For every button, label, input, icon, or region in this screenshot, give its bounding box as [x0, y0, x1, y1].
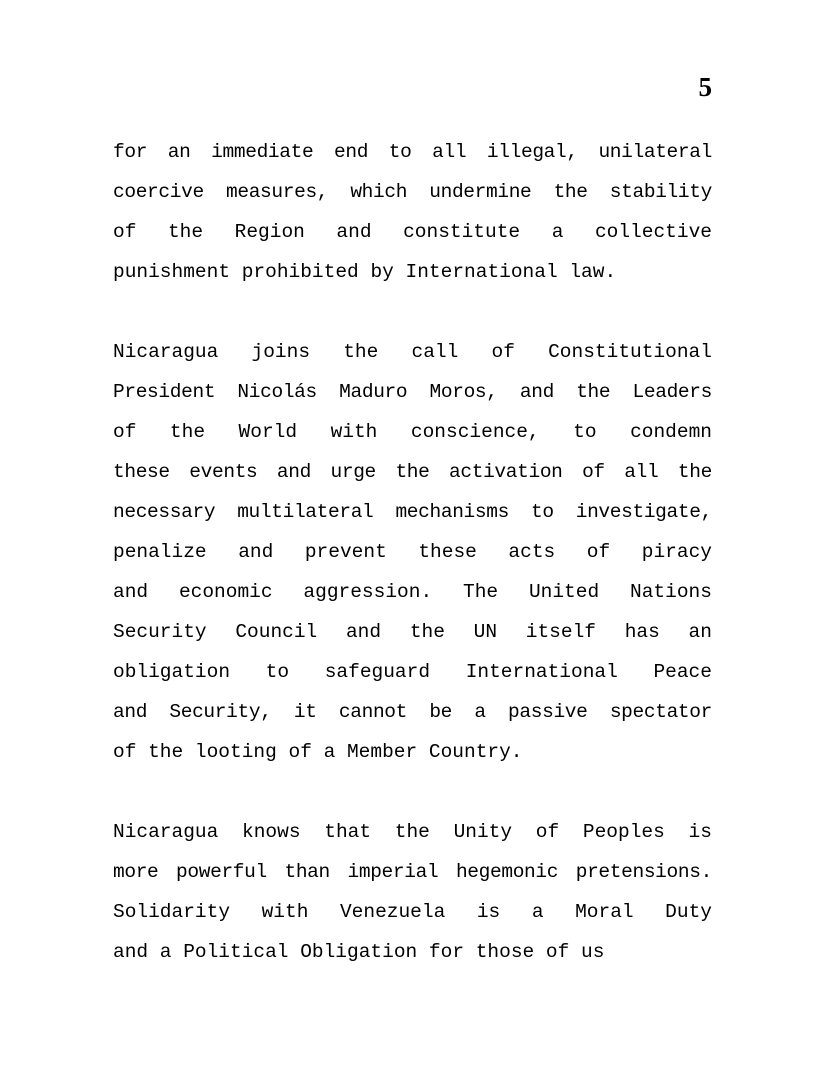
word: a: [323, 741, 336, 763]
word: and: [345, 621, 382, 643]
word: Council: [235, 621, 318, 643]
word: the: [409, 621, 445, 643]
word: immediate: [211, 141, 314, 163]
word: obligation: [113, 661, 231, 683]
text-line: [113, 372, 712, 412]
word: for: [428, 941, 465, 963]
word: measures,: [225, 181, 329, 203]
word: penalize: [113, 541, 207, 563]
word: World: [238, 421, 298, 443]
word: than: [284, 861, 330, 883]
word: all: [432, 141, 467, 163]
word: the: [553, 181, 588, 203]
word: Constitutional: [548, 341, 712, 363]
word: Peace: [653, 661, 712, 683]
paragraph: [113, 332, 712, 772]
word: coercive: [113, 181, 204, 203]
word: for: [113, 141, 148, 163]
word: end: [334, 141, 369, 163]
word: all: [624, 461, 659, 483]
word: Unity: [453, 821, 513, 843]
word: the: [148, 741, 184, 763]
word: which: [350, 181, 408, 203]
word: has: [624, 621, 660, 643]
word: acts: [508, 541, 556, 563]
word: unilateral: [598, 141, 712, 163]
text-line: [113, 452, 712, 492]
word: The: [463, 581, 499, 603]
word: of: [535, 821, 560, 843]
word: of: [491, 341, 515, 363]
word: Political: [183, 941, 289, 963]
word: Nicaragua: [113, 821, 219, 843]
word: prevent: [304, 541, 387, 563]
word: Region: [234, 221, 305, 243]
word: with: [330, 421, 378, 443]
text-line: [113, 252, 712, 292]
word: those: [475, 941, 535, 963]
word: is: [688, 821, 712, 843]
word: more: [113, 861, 159, 883]
word: the: [395, 461, 430, 483]
page-number: 5: [698, 72, 712, 102]
word: a: [474, 701, 486, 723]
word: Leaders: [632, 381, 712, 403]
text-line: [113, 932, 712, 972]
word: urge: [330, 461, 376, 483]
word: Security: [113, 621, 207, 643]
word: prohibited: [241, 261, 359, 283]
word: to: [530, 501, 554, 523]
word: necessary: [113, 501, 216, 523]
word: looting: [194, 741, 277, 763]
word: aggression.: [303, 581, 433, 603]
text-line: [113, 572, 712, 612]
word: cannot: [338, 701, 408, 723]
word: law.: [569, 261, 617, 283]
word: investigate,: [575, 501, 712, 523]
word: of: [113, 741, 137, 763]
word: Moros,: [429, 381, 498, 403]
word: to: [265, 661, 290, 683]
word: Nations: [630, 581, 712, 603]
word: the: [343, 341, 379, 363]
word: and: [238, 541, 274, 563]
word: Member: [346, 741, 418, 763]
word: a: [551, 221, 564, 243]
word: economic: [178, 581, 273, 603]
paragraph: [113, 812, 712, 972]
word: joins: [251, 341, 311, 363]
word: President: [113, 381, 216, 403]
word: piracy: [641, 541, 712, 563]
word: and: [336, 221, 372, 243]
text-line: [113, 812, 712, 852]
text-line: [113, 132, 712, 172]
word: that: [324, 821, 372, 843]
word: spectator: [609, 701, 712, 723]
word: Peoples: [582, 821, 665, 843]
word: constitute: [403, 221, 521, 243]
word: a: [159, 941, 172, 963]
word: safeguard: [324, 661, 431, 683]
word: knows: [242, 821, 301, 843]
word: of: [113, 221, 137, 243]
word: these: [113, 461, 170, 483]
word: the: [167, 221, 204, 243]
text-line: [113, 332, 712, 372]
word: itself: [525, 621, 596, 643]
document-body: [113, 132, 712, 972]
word: of: [288, 741, 312, 763]
word: it: [293, 701, 317, 723]
word: punishment: [113, 261, 231, 283]
word: Security,: [169, 701, 272, 723]
word: and: [276, 461, 311, 483]
word: multilateral: [237, 501, 374, 523]
word: and: [113, 581, 149, 603]
word: Venezuela: [339, 901, 446, 923]
word: and: [113, 941, 149, 963]
word: call: [411, 341, 459, 363]
word: passive: [508, 701, 588, 723]
word: United: [528, 581, 600, 603]
word: Country.: [428, 741, 523, 763]
text-line: [113, 852, 712, 892]
word: Obligation: [300, 941, 418, 963]
word: us: [581, 941, 605, 963]
word: to: [388, 141, 412, 163]
word: of: [582, 461, 605, 483]
text-line: [113, 612, 712, 652]
word: illegal,: [486, 141, 578, 163]
word: Moral: [575, 901, 634, 923]
word: hegemonic: [455, 861, 559, 883]
word: undermine: [429, 181, 532, 203]
word: to: [573, 421, 597, 443]
word: events: [189, 461, 258, 483]
text-line: [113, 732, 712, 772]
text-line: [113, 492, 712, 532]
word: and: [113, 701, 148, 723]
word: conscience,: [410, 421, 540, 443]
word: these: [418, 541, 477, 563]
word: condemn: [630, 421, 712, 443]
word: powerful: [176, 861, 267, 883]
word: an: [167, 141, 191, 163]
word: be: [429, 701, 453, 723]
text-line: [113, 532, 712, 572]
text-line: [113, 412, 712, 452]
word: the: [576, 381, 611, 403]
word: collective: [594, 221, 712, 243]
text-line: [113, 652, 712, 692]
word: by: [370, 261, 394, 283]
word: International: [465, 661, 618, 683]
word: Duty: [665, 901, 712, 923]
word: mechanisms: [395, 501, 509, 523]
word: with: [261, 901, 309, 923]
word: of: [545, 941, 570, 963]
word: of: [586, 541, 611, 563]
word: stability: [609, 181, 712, 203]
word: is: [476, 901, 501, 923]
word: Solidarity: [113, 901, 231, 923]
word: of: [113, 421, 137, 443]
word: activation: [449, 461, 563, 483]
word: the: [169, 421, 206, 443]
text-line: [113, 892, 712, 932]
word: Maduro: [339, 381, 408, 403]
word: Nicaragua: [113, 341, 219, 363]
word: pretensions.: [575, 861, 712, 883]
word: an: [688, 621, 712, 643]
text-line: [113, 212, 712, 252]
word: UN: [473, 621, 498, 643]
word: the: [677, 461, 712, 483]
word: International: [405, 261, 558, 283]
word: a: [531, 901, 544, 923]
paragraph: [113, 132, 712, 292]
text-line: [113, 172, 712, 212]
word: Nicolás: [237, 381, 317, 403]
word: and: [519, 381, 554, 403]
word: imperial: [347, 861, 439, 883]
word: the: [394, 821, 430, 843]
text-line: [113, 692, 712, 732]
